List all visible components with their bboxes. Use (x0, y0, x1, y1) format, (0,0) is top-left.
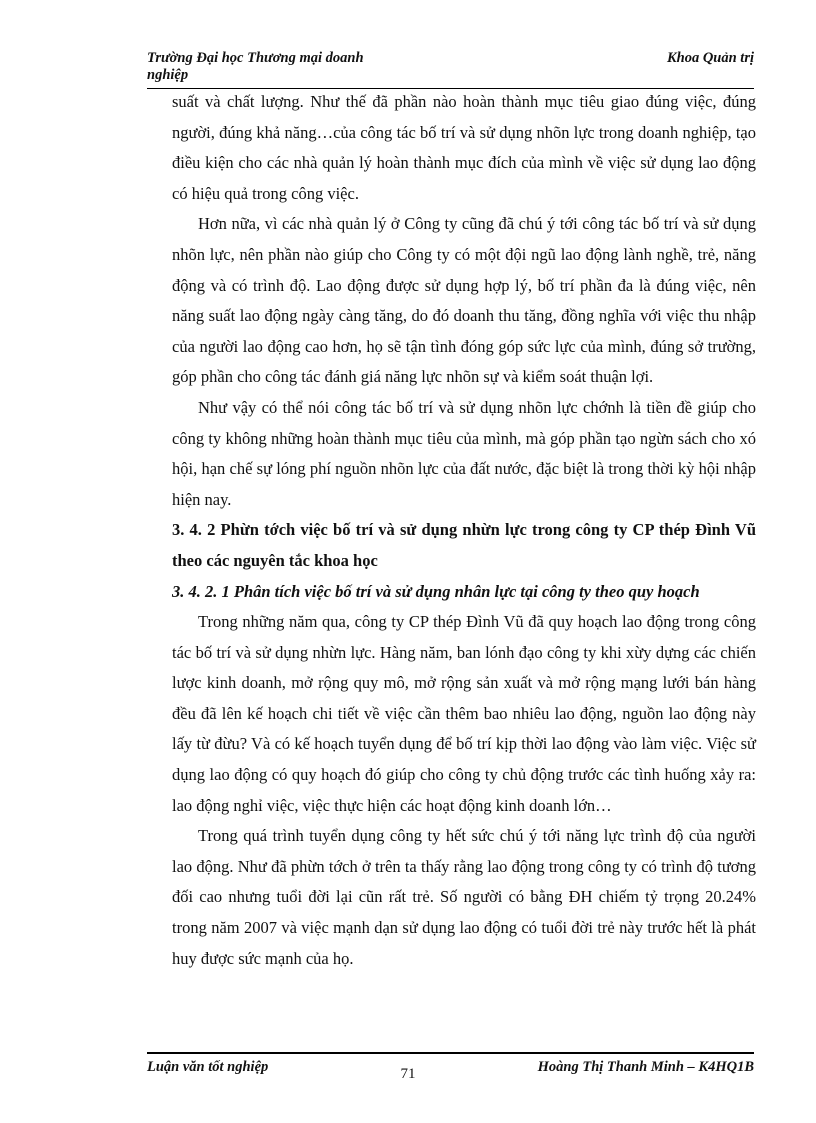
header-faculty-name: Khoa Quản trị (666, 50, 754, 66)
footer-thesis-label: Luận văn tốt nghiệp (147, 1059, 269, 1075)
footer-author: Hoàng Thị Thanh Minh – K4HQ1B (537, 1059, 754, 1075)
paragraph-3: Như vậy có thể nói công tác bố trí và sử dụng nhõn lực chớnh là tiền đề giúp cho công ty không những hoàn thành mục tiêu của mình, mà góp phần tạo ngừn sách cho xó hội, hạn chế sự lóng phí nguồn nhõn lực của đất nước, đặc biệt là trong thời kỳ hội nhập hiện nay. (172, 397, 756, 509)
subsection-heading-3-4-2-1: 3. 4. 2. 1 Phân tích việc bố trí và sử dụng nhân lực tại công ty theo quy hoạch (172, 581, 700, 601)
page-number: 71 (400, 1066, 416, 1082)
paragraph-2: Hơn nữa, vì các nhà quản lý ở Công ty cũng đã chú ý tới công tác bố trí và sử dụng nhõn lực, nên phần nào giúp cho Công ty có một đội ngũ lao động lành nghề, trẻ, năng động và có trình độ. Lao động được sử dụng hợp lý, bố trí phần đa là đúng việc, nên năng suất lao động ngày càng tăng, do đó doanh thu tăng, đồng nghĩa với việc thu nhập của người lao động cao hơn, họ sẽ tận tình đóng góp sức lực của mình, đúng sở trường, góp phần cho công tác đánh giá năng lực nhõn sự và kiểm soát thuận lợi. (172, 214, 756, 387)
section-heading-3-4-2: 3. 4. 2 Phừn tớch việc bố trí và sử dụng nhừn lực trong công ty CP thép Đình Vũ theo các nguyên tắc khoa học (172, 520, 756, 570)
paragraph-5: Trong quá trình tuyển dụng công ty hết sức chú ý tới năng lực trình độ của người lao động. Như đã phừn tớch ở trên ta thấy rằng lao động trong công ty có trình độ tương đối cao nhưng tuổi đời lại cũn rất trẻ. Số người có bằng ĐH chiếm tỷ trọng 20.24% trong năm 2007 và việc mạnh dạn sử dụng lao động có tuổi đời trẻ này trước hết là phát huy được sức mạnh của họ. (172, 826, 756, 968)
footer-rule (147, 1052, 754, 1054)
paragraph-4: Trong những năm qua, công ty CP thép Đình Vũ đã quy hoạch lao động trong công tác bố trí và sử dụng nhừn lực. Hàng năm, ban lónh đạo công ty khi xừy dựng các chiến lược kinh doanh, mở rộng quy mô, mở rộng sản xuất và mở rộng mạng lưới bán hàng đều đã lên kế hoạch chi tiết về việc cần thêm bao nhiêu lao động, nguồn lao động này lấy từ đừu? Và có kế hoạch tuyển dụng để bố trí kịp thời lao động vào làm việc. Việc sử dụng lao động có quy hoạch đó giúp cho công ty chủ động trước các tình huống xảy ra: lao động nghỉ việc, việc thực hiện các hoạt động kinh doanh lớn… (172, 612, 756, 815)
paragraph-1: suất và chất lượng. Như thế đã phần nào hoàn thành mục tiêu giao đúng việc, đúng người, đúng khả năng…của công tác bố trí và sử dụng nhõn lực trong doanh nghiệp, tạo điều kiện cho các nhà quản lý hoàn thành mục đích của mình về việc sử dụng lao động có hiệu quả trong công việc. (172, 92, 756, 203)
header-school-name: Trường Đại học Thương mại doanh nghiệp (147, 50, 364, 83)
page-body (172, 87, 756, 974)
